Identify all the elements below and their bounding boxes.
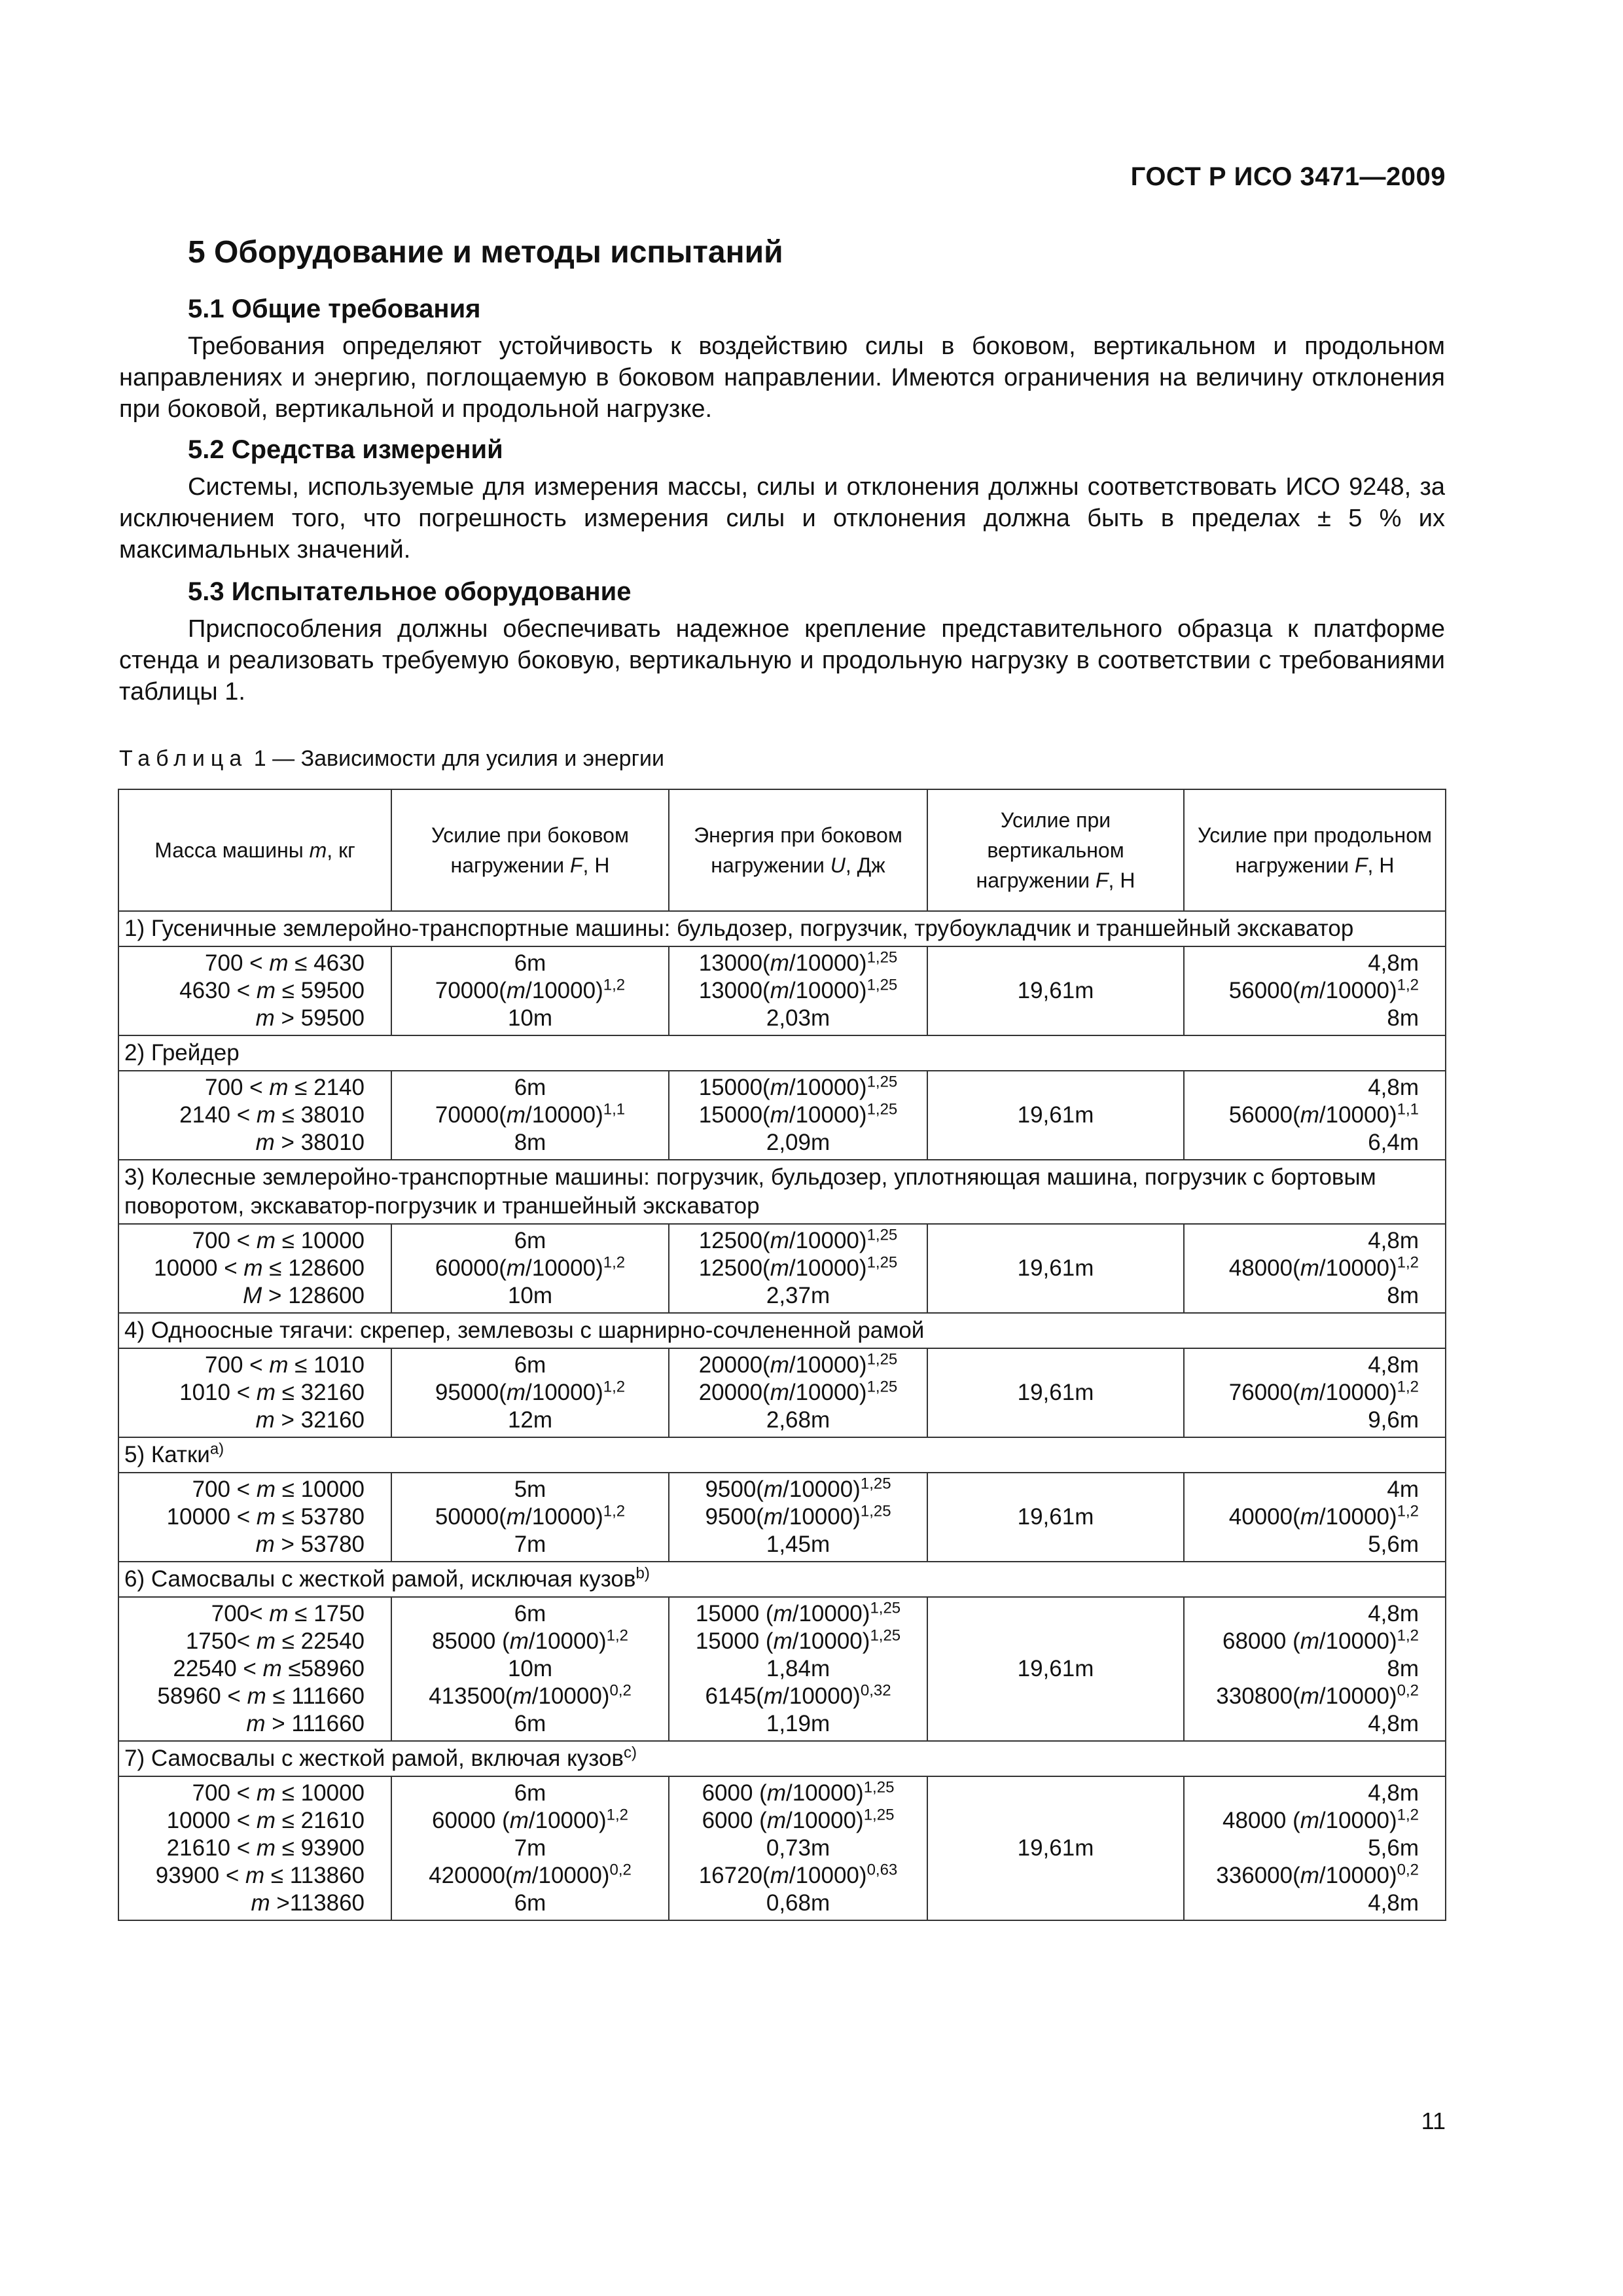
subsection-text-5-3: Приспособления должны обеспечивать надежное крепление представительного образца к платформе стенда и реализовать требуемую боковую, вертикальную и продольную нагрузку в соответствии с требованиями таблицы 1. <box>119 615 1445 706</box>
group-title: 4) Одноосные тягачи: скрепер, землевозы с шарнирно-сочлененной рамой <box>118 1313 1446 1348</box>
lateral-force-cell: 6m $60000(m/10000)^{1,2}$ 10m <box>391 1224 669 1313</box>
column-header-3: Энергия при боковом нагружении U, Дж <box>669 789 927 911</box>
group-data-row <box>118 1597 1446 1741</box>
group-title: 6) Самосвалы с жесткой рамой, исключая кузов$^{b)}$ <box>118 1562 1446 1597</box>
lateral-energy-cell: $20000(m/10000)^{1,25}$ $20000(m/10000)^{1,25}$ 2,68m <box>669 1348 927 1437</box>
group-title-row <box>118 1313 1446 1348</box>
group-title-row <box>118 1562 1446 1597</box>
table-header-row <box>118 789 1446 911</box>
column-header-1: Масса машины m, кг <box>118 789 391 911</box>
lateral-force-cell: 6m 85000 $(m/10000)^{1,2}$ 10m $413500(m/10000)^{0,2}$ 6m <box>391 1597 669 1741</box>
group-data-row <box>118 1224 1446 1313</box>
group-title-row <box>118 911 1446 946</box>
lateral-force-cell: 6m $70000(m/10000)^{1,2}$ 10m <box>391 946 669 1035</box>
group-title: 2) Грейдер <box>118 1035 1446 1071</box>
longitudinal-force-cell: 4,8m 48000 $(m/10000)^{1,2}$ 5,6m $336000(m/10000)^{0,2}$ 4,8m <box>1184 1776 1446 1920</box>
vertical-force-cell: 19,61m <box>927 946 1184 1035</box>
group-data-row <box>118 946 1446 1035</box>
vertical-force-cell: 19,61m <box>927 1071 1184 1160</box>
lateral-energy-cell: 15000 $(m/10000)^{1,25}$ 15000 $(m/10000)^{1,25}$ 1,84m $6145(m/10000)^{0,32}$ 1,19m <box>669 1597 927 1741</box>
column-header-5: Усилие при продольном нагружении F, Н <box>1184 789 1446 911</box>
mass-cell: 700 < m ≤ 4630 4630 < m ≤ 59500 m > 59500 <box>118 946 391 1035</box>
subsection-text-5-2: Системы, используемые для измерения массы, силы и отклонения должны соответствовать ИСО 9248, за исключением того, что погрешность измерения силы и отклонения должна быть в пределах ± 5 % их максимальных значений. <box>119 473 1445 564</box>
mass-cell: 700 < m ≤ 1010 1010 < m ≤ 32160 m > 32160 <box>118 1348 391 1437</box>
group-data-row <box>118 1071 1446 1160</box>
group-data-row <box>118 1348 1446 1437</box>
mass-cell: 700 < m ≤ 10000 10000 < m ≤ 128600 M > 128600 <box>118 1224 391 1313</box>
lateral-force-cell: 6m 60000 $(m/10000)^{1,2}$ 7m $420000(m/10000)^{0,2}$ 6m <box>391 1776 669 1920</box>
vertical-force-cell: 19,61m <box>927 1776 1184 1920</box>
subsection-text-5-1: Требования определяют устойчивость к воздействию силы в боковом, вертикальном и продольном направлениях и энергию, поглощаемую в боковом направлении. Имеются ограничения на величину отклонения при боковой, вертикальной и продольной нагрузке. <box>119 332 1445 423</box>
group-title-row <box>118 1437 1446 1473</box>
group-title: 7) Самосвалы с жесткой рамой, включая кузов$^{c)}$ <box>118 1741 1446 1776</box>
lateral-force-cell: 5m $50000(m/10000)^{1,2}$ 7m <box>391 1473 669 1562</box>
table-caption-label: Таблица <box>119 746 248 771</box>
table-caption-text: 1 — Зависимости для усилия и энергии <box>253 746 664 771</box>
document-code: ГОСТ Р ИСО 3471—2009 <box>1130 162 1446 191</box>
lateral-energy-cell: $9500(m/10000)^{1,25}$ $9500(m/10000)^{1,25}$ 1,45m <box>669 1473 927 1562</box>
group-title: 3) Колесные землеройно-транспортные машины: погрузчик, бульдозер, уплотняющая машина, погрузчик с бортовым поворотом, экскаватор-погрузчик и траншейный экскаватор <box>118 1160 1446 1224</box>
group-title-row <box>118 1035 1446 1071</box>
vertical-force-cell: 19,61m <box>927 1473 1184 1562</box>
column-header-4: Усилие при вертикальном нагружении F, Н <box>927 789 1184 911</box>
group-title: 1) Гусеничные землеройно-транспортные машины: бульдозер, погрузчик, трубоукладчик и траншейный экскаватор <box>118 911 1446 946</box>
vertical-force-cell: 19,61m <box>927 1348 1184 1437</box>
subsection-title-5-1: 5.1 Общие требования <box>188 295 481 323</box>
mass-cell: 700 < m ≤ 10000 10000 < m ≤ 21610 21610 < m ≤ 93900 93900 < m ≤ 113860 m >113860 <box>118 1776 391 1920</box>
longitudinal-force-cell: 4m $40000(m/10000)^{1,2}$ 5,6m <box>1184 1473 1446 1562</box>
vertical-force-cell: 19,61m <box>927 1597 1184 1741</box>
lateral-energy-cell: $12500(m/10000)^{1,25}$ $12500(m/10000)^{1,25}$ 2,37m <box>669 1224 927 1313</box>
lateral-energy-cell: $15000(m/10000)^{1,25}$ $15000(m/10000)^{1,25}$ 2,09m <box>669 1071 927 1160</box>
section-title: 5 Оборудование и методы испытаний <box>188 235 783 270</box>
lateral-energy-cell: 6000 $(m/10000)^{1,25}$ 6000 $(m/10000)^{1,25}$ 0,73m $16720(m/10000)^{0,63}$ 0,68m <box>669 1776 927 1920</box>
mass-cell: 700< m ≤ 1750 1750< m ≤ 22540 22540 < m ≤58960 58960 < m ≤ 111660 m > 111660 <box>118 1597 391 1741</box>
lateral-energy-cell: $13000(m/10000)^{1,25}$ $13000(m/10000)^{1,25}$ 2,03m <box>669 946 927 1035</box>
group-data-row <box>118 1776 1446 1920</box>
vertical-force-cell: 19,61m <box>927 1224 1184 1313</box>
longitudinal-force-cell: 4,8m $56000(m/10000)^{1,2}$ 8m <box>1184 946 1446 1035</box>
longitudinal-force-cell: 4,8m $56000(m/10000)^{1,1}$ 6,4m <box>1184 1071 1446 1160</box>
mass-cell: 700 < m ≤ 10000 10000 < m ≤ 53780 m > 53780 <box>118 1473 391 1562</box>
longitudinal-force-cell: 4,8m $76000(m/10000)^{1,2}$ 9,6m <box>1184 1348 1446 1437</box>
group-data-row <box>118 1473 1446 1562</box>
data-table <box>118 789 1446 1921</box>
lateral-force-cell: 6m $70000(m/10000)^{1,1}$ 8m <box>391 1071 669 1160</box>
lateral-force-cell: 6m $95000(m/10000)^{1,2}$ 12m <box>391 1348 669 1437</box>
longitudinal-force-cell: 4,8m $48000(m/10000)^{1,2}$ 8m <box>1184 1224 1446 1313</box>
group-title-row <box>118 1160 1446 1224</box>
table-caption <box>119 746 664 772</box>
column-header-2: Усилие при боковом нагружении F, Н <box>391 789 669 911</box>
mass-cell: 700 < m ≤ 2140 2140 < m ≤ 38010 m > 38010 <box>118 1071 391 1160</box>
longitudinal-force-cell: 4,8m 68000 $(m/10000)^{1,2}$ 8m $330800(m/10000)^{0,2}$ 4,8m <box>1184 1597 1446 1741</box>
subsection-title-5-3: 5.3 Испытательное оборудование <box>188 577 632 606</box>
page-number: 11 <box>1421 2108 1446 2134</box>
subsection-title-5-2: 5.2 Средства измерений <box>188 435 503 464</box>
group-title-row <box>118 1741 1446 1776</box>
group-title: 5) Катки$^{a)}$ <box>118 1437 1446 1473</box>
